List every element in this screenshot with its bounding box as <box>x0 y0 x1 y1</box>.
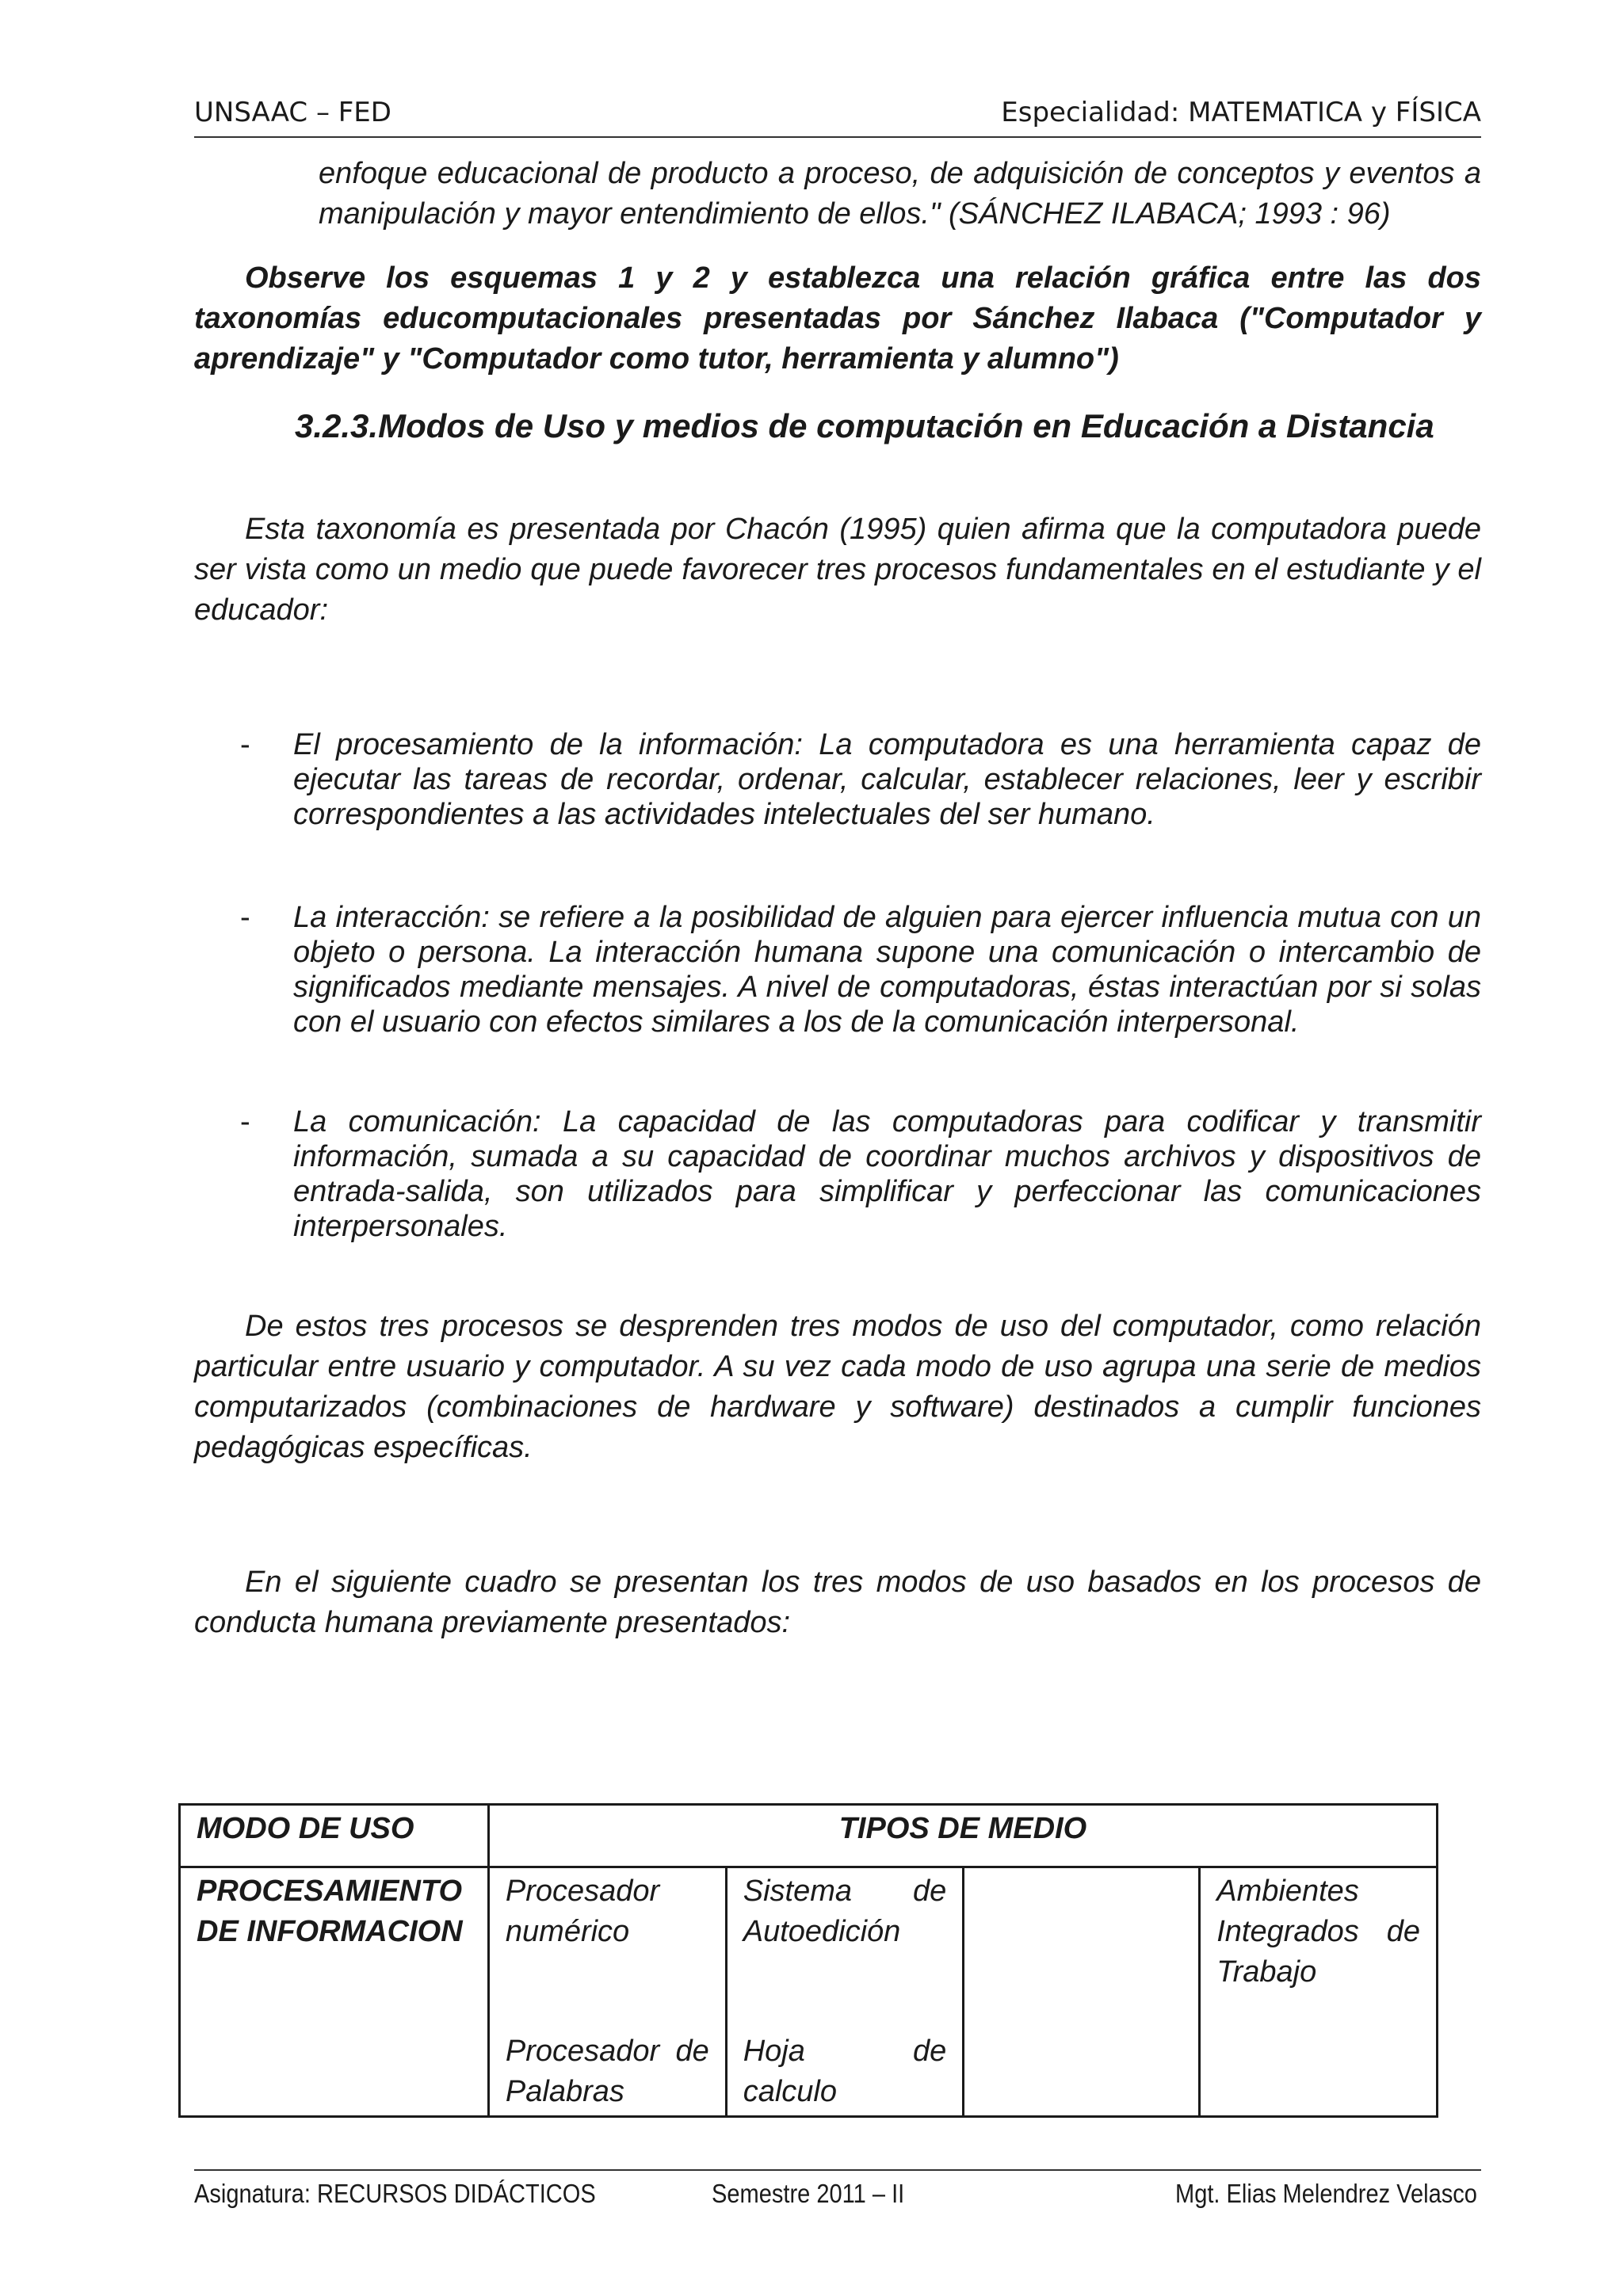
media-cell <box>488 1867 726 2117</box>
media-word: de <box>912 1875 947 1908</box>
mode-cell: PROCESAMIENTO DE INFORMACION <box>180 1867 489 2117</box>
modes-table <box>178 1803 1438 2118</box>
media-item <box>506 2031 709 2072</box>
header-mode-cell: MODO DE USO <box>180 1805 489 1867</box>
media-cell-empty <box>964 1867 1200 2117</box>
bullet-dash: - <box>240 901 250 934</box>
media-cell <box>1200 1867 1438 2117</box>
quote-continuation: enfoque educacional de producto a proceso, de adquisición de conceptos y eventos a manipulación y mayor entendimiento de ellos." (SÁNCHEZ ILABACA; 1993 : 96) <box>319 157 1481 231</box>
media-word: de <box>675 2035 709 2068</box>
footer-divider <box>194 2169 1481 2171</box>
media-word: Trabajo <box>1216 1955 1317 1989</box>
bullet-dash: - <box>240 1105 250 1138</box>
media-word: Autoedición <box>743 1915 901 1948</box>
instruction-paragraph: Observe los esquemas 1 y 2 y establezca una relación gráfica entre las dos taxonomías educomputacionales presentadas por Sánchez Ilabaca ("Computador y aprendizaje" y "Computador como tutor, herramienta y alumno") <box>194 261 1481 376</box>
media-word: de <box>1386 1915 1420 1948</box>
bullet-dash: - <box>240 728 250 761</box>
media-item <box>743 1871 947 1912</box>
media-item: Procesador numérico <box>505 1875 660 1948</box>
media-word: calculo <box>743 2075 838 2108</box>
bullet-text: La comunicación: La capacidad de las computadoras para codificar y transmitir información, sumada a su capacidad de coordinar muchos archivos y dispositivos de entrada-salida, son utilizados para simplificar y perfeccionar las comunicaciones interpersonales. <box>293 1105 1481 1243</box>
header-specialty: Especialidad: MATEMATICA y FÍSICA <box>1001 97 1481 128</box>
modes-paragraph: De estos tres procesos se desprenden tres modos de uso del computador, como relación particular entre usuario y computador. A su vez cada modo de uso agrupa una serie de medios computarizados (combinaciones de hardware y software) destinados a cumplir funciones pedagógicas específicas. <box>194 1310 1481 1464</box>
media-cell <box>726 1867 964 2117</box>
footer-author: Mgt. Elias Melendrez Velasco <box>1175 2179 1477 2208</box>
intro-paragraph: Esta taxonomía es presentada por Chacón (1995) quien afirma que la computadora puede ser vista como un medio que puede favorecer tres procesos fundamentales en el estudiante y el educador: <box>194 513 1481 627</box>
footer-semester: Semestre 2011 – II <box>712 2179 905 2208</box>
header-types-cell: TIPOS DE MEDIO <box>488 1805 1437 1867</box>
media-word: Hoja <box>743 2035 805 2068</box>
bullet-text: La interacción: se refiere a la posibilidad de alguien para ejercer influencia mutua con un objeto o persona. La interacción humana supone una comunicación o intercambio de significados mediante mensajes. A nivel de computadoras, éstas interactúan por si solas con el usuario con efectos similares a los de la comunicación interpersonal. <box>293 901 1481 1039</box>
media-word: de <box>912 2035 947 2068</box>
media-word: Palabras <box>505 2075 624 2108</box>
header-divider <box>194 136 1481 138</box>
bullet-text: El procesamiento de la información: La computadora es una herramienta capaz de ejecutar las tareas de recordar, ordenar, calcular, establecer relaciones, leer y escribir correspondientes a las actividades intelectuales del ser humano. <box>293 728 1481 831</box>
media-item <box>743 2031 947 2072</box>
media-item <box>1216 1912 1420 1952</box>
footer-subject: Asignatura: RECURSOS DIDÁCTICOS <box>194 2179 596 2208</box>
header-institution: UNSAAC – FED <box>194 97 391 128</box>
table-intro-paragraph: En el siguiente cuadro se presentan los tres modos de uso basados en los procesos de conducta humana previamente presentados: <box>194 1566 1481 1639</box>
table-header-row <box>180 1805 1438 1867</box>
media-word: Ambientes <box>1216 1875 1359 1908</box>
media-word: Sistema <box>743 1875 852 1908</box>
media-word: Integrados <box>1216 1915 1359 1948</box>
table-row <box>180 1867 1438 2117</box>
section-heading: 3.2.3.Modos de Uso y medios de computación en Educación a Distancia <box>295 407 1434 444</box>
media-word: Procesador <box>505 2035 660 2068</box>
